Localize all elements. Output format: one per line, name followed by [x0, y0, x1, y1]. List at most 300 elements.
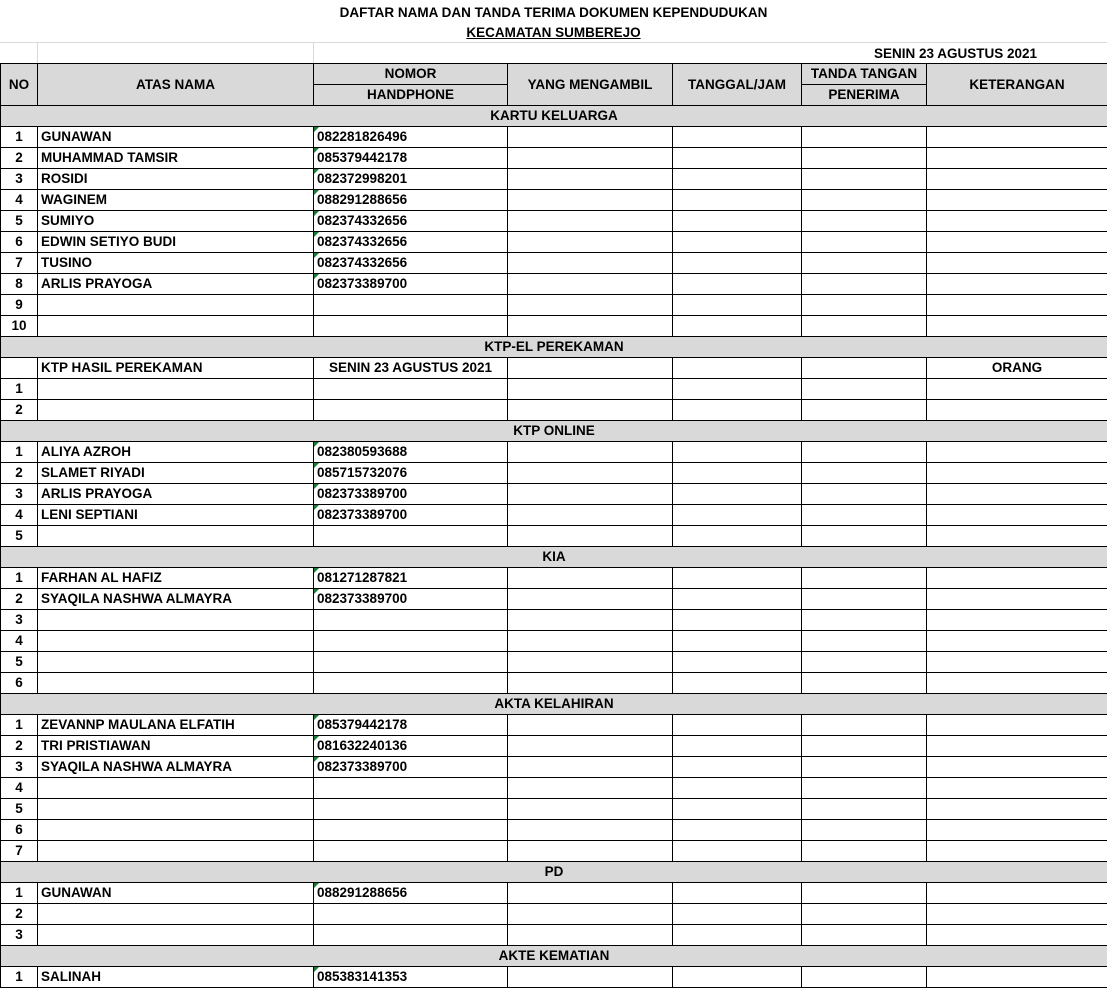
row-phone [314, 295, 508, 316]
row-name [38, 799, 314, 820]
row-tanggal-jam [673, 736, 802, 757]
row-number: 3 [1, 610, 38, 631]
row-tanggal-jam [673, 652, 802, 673]
col-header-nomor: NOMOR [314, 64, 507, 85]
row-tanda-tangan [802, 610, 927, 631]
row-keterangan [927, 736, 1107, 757]
row-tanda-tangan [802, 274, 927, 295]
row-phone [314, 820, 508, 841]
row-yang-mengambil [508, 589, 673, 610]
row-keterangan [927, 232, 1107, 253]
table-row [1, 715, 1107, 736]
row-phone: 082373389700 [314, 505, 508, 526]
row-yang-mengambil [508, 442, 673, 463]
row-number: 5 [1, 526, 38, 547]
table-row [1, 295, 1107, 316]
row-number: 3 [1, 757, 38, 778]
row-tanda-tangan [802, 148, 927, 169]
row-name [38, 295, 314, 316]
row-yang-mengambil [508, 505, 673, 526]
row-name: ROSIDI [38, 169, 314, 190]
row-tanggal-jam [673, 778, 802, 799]
row-yang-mengambil [508, 631, 673, 652]
row-phone: 085379442178 [314, 715, 508, 736]
table-row [1, 589, 1107, 610]
table-row [1, 610, 1107, 631]
table-row [1, 757, 1107, 778]
row-tanggal-jam [673, 904, 802, 925]
row-phone: 088291288656 [314, 190, 508, 211]
row-phone: 081632240136 [314, 736, 508, 757]
table-row [1, 568, 1107, 589]
table-row [1, 505, 1107, 526]
row-keterangan [927, 778, 1107, 799]
summary-unit: ORANG [927, 358, 1107, 379]
row-keterangan [927, 253, 1107, 274]
row-phone [314, 904, 508, 925]
row-name [38, 925, 314, 946]
row-tanda-tangan [802, 715, 927, 736]
row-keterangan [927, 484, 1107, 505]
row-tanda-tangan [802, 190, 927, 211]
col-header-yang-mengambil: YANG MENGAMBIL [508, 64, 673, 106]
row-tanggal-jam [673, 400, 802, 421]
section-header-row [1, 337, 1107, 358]
row-yang-mengambil [508, 652, 673, 673]
row-name: FARHAN AL HAFIZ [38, 568, 314, 589]
table-row [1, 925, 1107, 946]
row-tanggal-jam [673, 505, 802, 526]
row-tanda-tangan [802, 253, 927, 274]
row-tanda-tangan [802, 757, 927, 778]
row-keterangan [927, 295, 1107, 316]
row-keterangan [927, 274, 1107, 295]
section-title: KTP-EL PEREKAMAN [1, 337, 1107, 358]
row-tanda-tangan [802, 925, 927, 946]
row-number: 6 [1, 820, 38, 841]
row-yang-mengambil [508, 736, 673, 757]
row-name [38, 841, 314, 862]
row-tanggal-jam [673, 757, 802, 778]
summary-date: SENIN 23 AGUSTUS 2021 [314, 358, 508, 379]
row-name [38, 400, 314, 421]
row-yang-mengambil [508, 484, 673, 505]
row-tanggal-jam [673, 232, 802, 253]
row-number: 3 [1, 484, 38, 505]
table-row [1, 526, 1107, 547]
row-name: WAGINEM [38, 190, 314, 211]
row-name [38, 610, 314, 631]
row-tanggal-jam [673, 820, 802, 841]
row-phone [314, 316, 508, 337]
row-yang-mengambil [508, 295, 673, 316]
row-number: 4 [1, 778, 38, 799]
row-tanggal-jam [673, 190, 802, 211]
row-tanda-tangan [802, 400, 927, 421]
row-tanggal-jam [673, 967, 802, 988]
row-tanggal-jam [673, 841, 802, 862]
table-row [1, 190, 1107, 211]
row-keterangan [927, 148, 1107, 169]
table-row [1, 631, 1107, 652]
row-tanggal-jam [673, 631, 802, 652]
row-tanda-tangan [802, 904, 927, 925]
row-yang-mengambil [508, 715, 673, 736]
row-number: 2 [1, 463, 38, 484]
row-number: 1 [1, 967, 38, 988]
table-row [1, 169, 1107, 190]
col-header-nomor-handphone [314, 64, 508, 106]
row-tanda-tangan [802, 169, 927, 190]
row-tanda-tangan [802, 442, 927, 463]
row-name [38, 316, 314, 337]
row-phone [314, 799, 508, 820]
row-number: 2 [1, 148, 38, 169]
row-keterangan [927, 169, 1107, 190]
col-header-tanda-tangan-label: TANDA TANGAN [802, 64, 926, 85]
row-phone: 082281826496 [314, 127, 508, 148]
row-name [38, 379, 314, 400]
row-number: 4 [1, 631, 38, 652]
row-keterangan [927, 379, 1107, 400]
row-number: 3 [1, 169, 38, 190]
row-number: 1 [1, 442, 38, 463]
row-keterangan [927, 673, 1107, 694]
row-tanggal-jam [673, 673, 802, 694]
row-keterangan [927, 400, 1107, 421]
row-tanda-tangan [802, 526, 927, 547]
row-tanggal-jam [673, 295, 802, 316]
row-phone: 082373389700 [314, 274, 508, 295]
row-keterangan [927, 526, 1107, 547]
col-header-penerima: PENERIMA [828, 87, 900, 102]
row-number: 5 [1, 799, 38, 820]
row-name: SYAQILA NASHWA ALMAYRA [38, 589, 314, 610]
section-header-row [1, 547, 1107, 568]
row-tanda-tangan [802, 841, 927, 862]
row-phone: 081271287821 [314, 568, 508, 589]
row-number: 1 [1, 715, 38, 736]
row-keterangan [927, 967, 1107, 988]
row-tanggal-jam [673, 589, 802, 610]
row-number: 1 [1, 379, 38, 400]
row-yang-mengambil [508, 463, 673, 484]
row-yang-mengambil [508, 190, 673, 211]
row-phone: 082373389700 [314, 757, 508, 778]
row-number: 10 [1, 316, 38, 337]
section-title: KIA [1, 547, 1107, 568]
col-header-keterangan: KETERANGAN [927, 64, 1107, 106]
row-phone: 082374332656 [314, 211, 508, 232]
row-name [38, 526, 314, 547]
row-number: 7 [1, 841, 38, 862]
row-tanggal-jam [673, 253, 802, 274]
row-tanda-tangan [802, 883, 927, 904]
row-phone: 085379442178 [314, 148, 508, 169]
row-yang-mengambil [508, 400, 673, 421]
row-phone [314, 400, 508, 421]
row-number: 7 [1, 253, 38, 274]
row-phone: 082380593688 [314, 442, 508, 463]
row-phone [314, 925, 508, 946]
row-name: SUMIYO [38, 211, 314, 232]
row-yang-mengambil [508, 883, 673, 904]
row-keterangan [927, 190, 1107, 211]
row-yang-mengambil [508, 967, 673, 988]
row-name: ARLIS PRAYOGA [38, 484, 314, 505]
row-keterangan [927, 442, 1107, 463]
row-phone: 082374332656 [314, 253, 508, 274]
row-tanda-tangan [802, 673, 927, 694]
row-phone [314, 631, 508, 652]
row-name [38, 778, 314, 799]
table-row [1, 799, 1107, 820]
row-tanggal-jam [673, 274, 802, 295]
table-row [1, 316, 1107, 337]
row-keterangan [927, 883, 1107, 904]
row-tanda-tangan [802, 211, 927, 232]
table-row [1, 673, 1107, 694]
document-subtitle: KECAMATAN SUMBEREJO [466, 25, 641, 40]
row-tanda-tangan [802, 484, 927, 505]
summary-label: KTP HASIL PEREKAMAN [38, 358, 314, 379]
row-tanda-tangan [802, 736, 927, 757]
row-tanggal-jam [673, 883, 802, 904]
row-tanggal-jam [673, 799, 802, 820]
table-row [1, 148, 1107, 169]
table-row [1, 820, 1107, 841]
row-tanggal-jam [673, 610, 802, 631]
row-name [38, 652, 314, 673]
row-name: SLAMET RIYADI [38, 463, 314, 484]
row-tanggal-jam [673, 211, 802, 232]
summary-no-cell [1, 358, 38, 379]
section-title: AKTE KEMATIAN [1, 946, 1107, 967]
row-keterangan [927, 820, 1107, 841]
row-tanda-tangan [802, 505, 927, 526]
row-phone [314, 841, 508, 862]
row-yang-mengambil [508, 316, 673, 337]
table-row [1, 127, 1107, 148]
row-name: GUNAWAN [38, 127, 314, 148]
table-row [1, 904, 1107, 925]
row-yang-mengambil [508, 253, 673, 274]
row-yang-mengambil [508, 568, 673, 589]
col-header-atas-nama: ATAS NAMA [38, 64, 314, 106]
col-header-handphone: HANDPHONE [366, 87, 454, 102]
row-keterangan [927, 715, 1107, 736]
row-yang-mengambil [508, 778, 673, 799]
table-row [1, 652, 1107, 673]
row-phone [314, 673, 508, 694]
section-title: PD [1, 862, 1107, 883]
table-row [1, 232, 1107, 253]
row-tanggal-jam [673, 715, 802, 736]
row-keterangan [927, 652, 1107, 673]
row-phone: 085383141353 [314, 967, 508, 988]
row-number: 2 [1, 904, 38, 925]
row-name: TUSINO [38, 253, 314, 274]
date-row [0, 42, 1107, 64]
row-number: 2 [1, 589, 38, 610]
summary-row [1, 358, 1107, 379]
row-yang-mengambil [508, 820, 673, 841]
row-number: 3 [1, 925, 38, 946]
col-header-tanggal-jam: TANGGAL/JAM [673, 64, 802, 106]
section-header-row [1, 694, 1107, 715]
row-tanggal-jam [673, 316, 802, 337]
row-yang-mengambil [508, 148, 673, 169]
table-row [1, 274, 1107, 295]
row-number: 1 [1, 127, 38, 148]
row-number: 2 [1, 400, 38, 421]
row-yang-mengambil [508, 904, 673, 925]
row-name: ZEVANNP MAULANA ELFATIH [38, 715, 314, 736]
row-yang-mengambil [508, 169, 673, 190]
row-name: TRI PRISTIAWAN [38, 736, 314, 757]
row-keterangan [927, 631, 1107, 652]
col-header-no: NO [1, 64, 38, 106]
row-tanggal-jam [673, 925, 802, 946]
section-header-row [1, 862, 1107, 883]
row-yang-mengambil [508, 673, 673, 694]
table-row [1, 211, 1107, 232]
col-header-tanda-tangan [802, 64, 927, 106]
section-header-row [1, 421, 1107, 442]
row-tanggal-jam [673, 442, 802, 463]
row-tanda-tangan [802, 799, 927, 820]
summary-empty-cell [673, 358, 802, 379]
row-tanda-tangan [802, 463, 927, 484]
row-tanggal-jam [673, 379, 802, 400]
row-tanggal-jam [673, 127, 802, 148]
row-tanda-tangan [802, 967, 927, 988]
section-header-row [1, 946, 1107, 967]
row-tanggal-jam [673, 568, 802, 589]
table-row [1, 253, 1107, 274]
row-name [38, 904, 314, 925]
row-keterangan [927, 925, 1107, 946]
row-tanggal-jam [673, 148, 802, 169]
summary-empty-cell [508, 358, 673, 379]
section-title: KTP ONLINE [1, 421, 1107, 442]
row-phone: 082374332656 [314, 232, 508, 253]
row-keterangan [927, 799, 1107, 820]
table-row [1, 841, 1107, 862]
row-number: 4 [1, 505, 38, 526]
row-yang-mengambil [508, 841, 673, 862]
row-phone: 082373389700 [314, 589, 508, 610]
row-tanda-tangan [802, 631, 927, 652]
row-number: 9 [1, 295, 38, 316]
row-name [38, 631, 314, 652]
row-number: 2 [1, 736, 38, 757]
row-yang-mengambil [508, 757, 673, 778]
table-row [1, 379, 1107, 400]
row-tanda-tangan [802, 379, 927, 400]
row-tanda-tangan [802, 316, 927, 337]
column-header-row [1, 64, 1107, 106]
row-name: EDWIN SETIYO BUDI [38, 232, 314, 253]
row-keterangan [927, 211, 1107, 232]
document-date: SENIN 23 AGUSTUS 2021 [873, 46, 1037, 61]
table-row [1, 778, 1107, 799]
row-yang-mengambil [508, 379, 673, 400]
row-tanda-tangan [802, 820, 927, 841]
row-keterangan [927, 505, 1107, 526]
receipt-table [0, 63, 1107, 988]
section-title: AKTA KELAHIRAN [1, 694, 1107, 715]
row-number: 6 [1, 673, 38, 694]
row-yang-mengambil [508, 232, 673, 253]
row-phone [314, 379, 508, 400]
row-tanda-tangan [802, 652, 927, 673]
row-tanda-tangan [802, 232, 927, 253]
row-keterangan [927, 757, 1107, 778]
row-keterangan [927, 316, 1107, 337]
row-tanda-tangan [802, 589, 927, 610]
row-number: 6 [1, 232, 38, 253]
table-row [1, 883, 1107, 904]
row-name: SALINAH [38, 967, 314, 988]
row-number: 1 [1, 883, 38, 904]
row-keterangan [927, 904, 1107, 925]
table-row [1, 484, 1107, 505]
row-phone: 082372998201 [314, 169, 508, 190]
row-yang-mengambil [508, 925, 673, 946]
table-row [1, 967, 1107, 988]
row-keterangan [927, 127, 1107, 148]
document-title: DAFTAR NAMA DAN TANDA TERIMA DOKUMEN KEPENDUDUKAN [339, 5, 768, 20]
row-name [38, 820, 314, 841]
row-phone [314, 652, 508, 673]
row-phone: 088291288656 [314, 883, 508, 904]
summary-empty-cell [802, 358, 927, 379]
row-name: SYAQILA NASHWA ALMAYRA [38, 757, 314, 778]
row-tanda-tangan [802, 127, 927, 148]
row-yang-mengambil [508, 211, 673, 232]
row-yang-mengambil [508, 610, 673, 631]
row-tanda-tangan [802, 778, 927, 799]
row-number: 5 [1, 652, 38, 673]
row-name [38, 673, 314, 694]
row-yang-mengambil [508, 799, 673, 820]
row-tanda-tangan [802, 295, 927, 316]
row-phone: 082373389700 [314, 484, 508, 505]
row-tanggal-jam [673, 484, 802, 505]
row-phone [314, 526, 508, 547]
row-number: 1 [1, 568, 38, 589]
row-keterangan [927, 568, 1107, 589]
row-keterangan [927, 841, 1107, 862]
row-tanda-tangan [802, 568, 927, 589]
row-number: 5 [1, 211, 38, 232]
row-yang-mengambil [508, 526, 673, 547]
table-row [1, 400, 1107, 421]
row-phone: 085715732076 [314, 463, 508, 484]
row-tanggal-jam [673, 526, 802, 547]
table-row [1, 442, 1107, 463]
row-name: ALIYA AZROH [38, 442, 314, 463]
row-phone [314, 610, 508, 631]
row-number: 4 [1, 190, 38, 211]
table-row [1, 463, 1107, 484]
row-tanggal-jam [673, 463, 802, 484]
row-keterangan [927, 589, 1107, 610]
row-yang-mengambil [508, 274, 673, 295]
row-name: ARLIS PRAYOGA [38, 274, 314, 295]
row-tanggal-jam [673, 169, 802, 190]
